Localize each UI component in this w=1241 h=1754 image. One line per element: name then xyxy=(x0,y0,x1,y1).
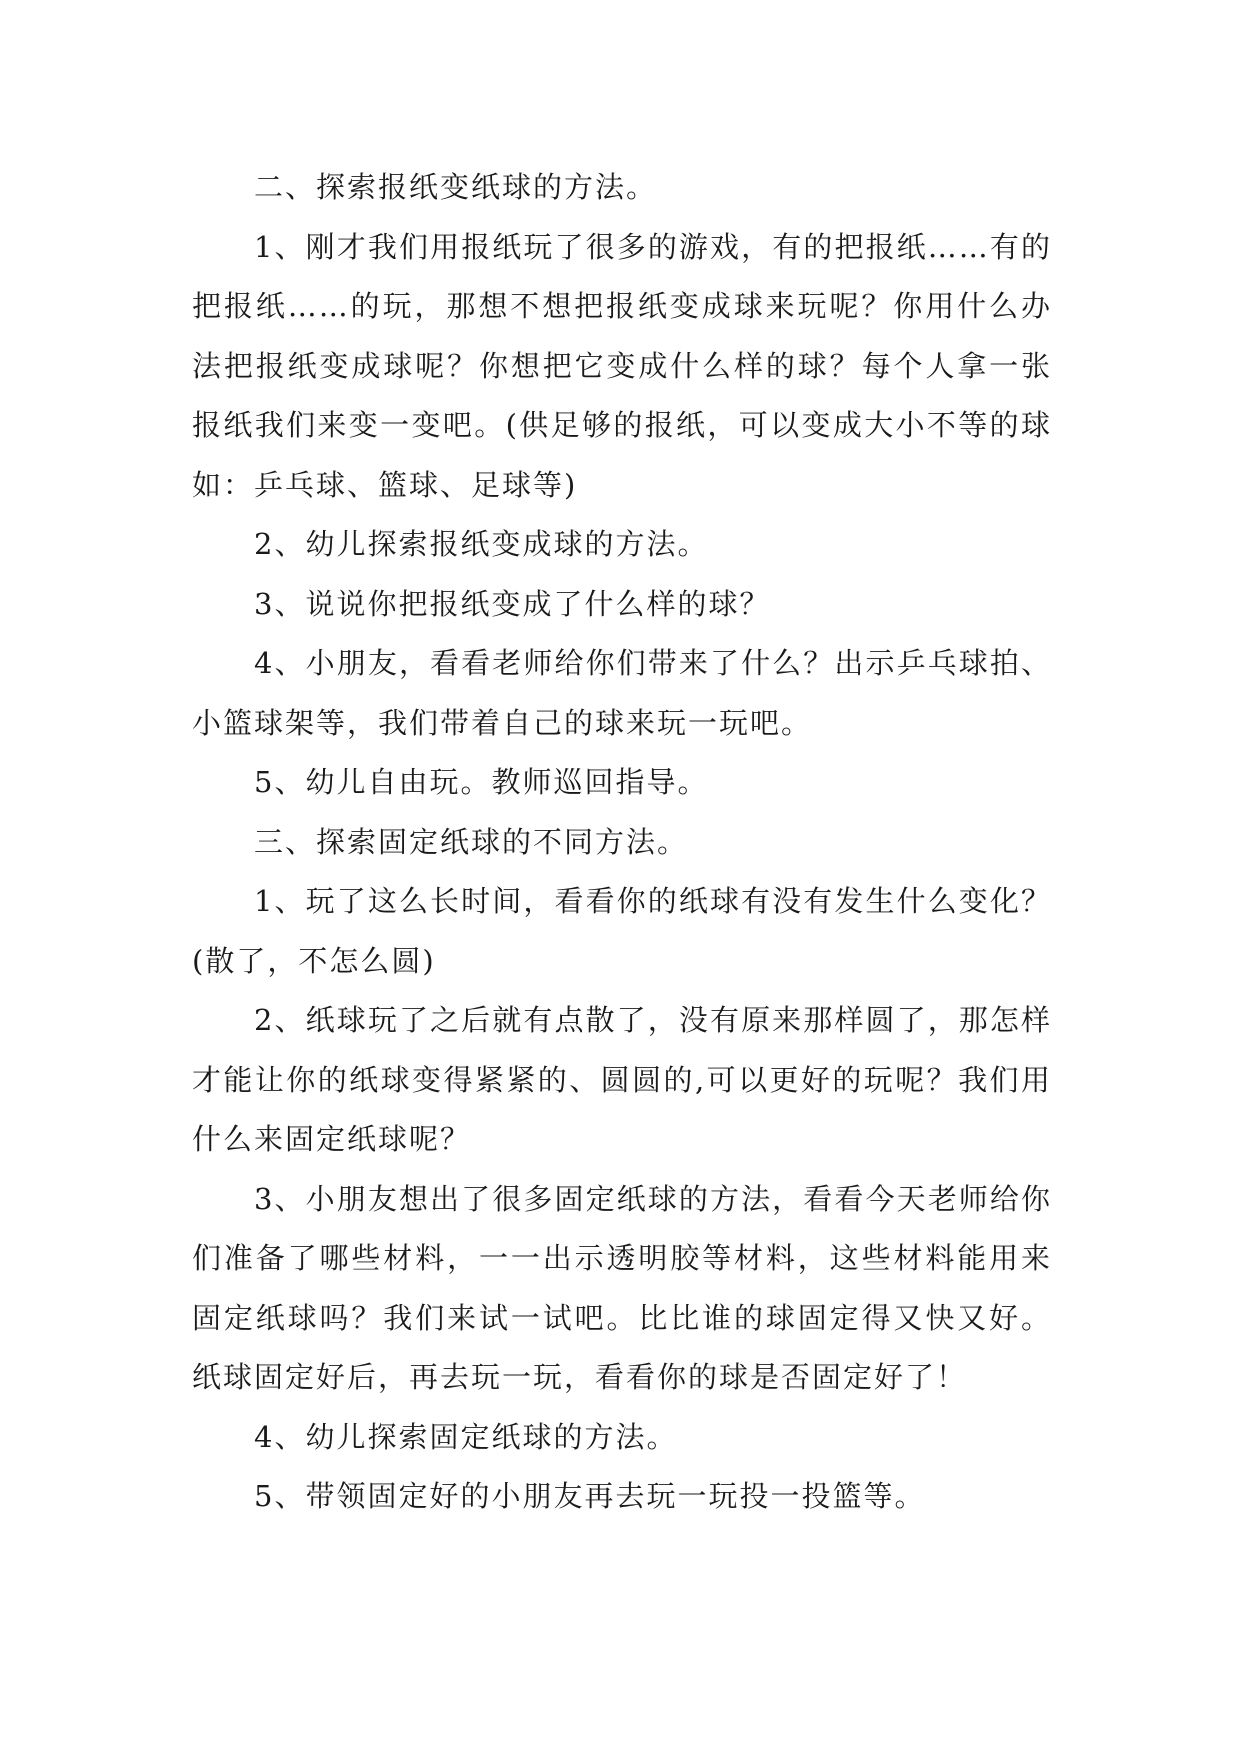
section-heading-3: 三、探索固定纸球的不同方法。 xyxy=(254,824,689,859)
paragraph-step-2: 2、纸球玩了之后就有点散了，没有原来那样圆了，那怎样才能让你的纸球变得紧紧的、圆圆的,可以更好的玩呢？我们用什么来固定纸球呢？ xyxy=(192,1003,1052,1156)
paragraph-step-3: 3、小朋友想出了很多固定纸球的方法，看看今天老师给你们准备了哪些材料，一一出示透明胶等材料，这些材料能用来固定纸球吗？我们来试一试吧。比比谁的球固定得又快又好。纸球固定好后，再去玩一玩，看看你的球是否固定好了！ xyxy=(192,1181,1052,1394)
paragraph-step-2: 2、幼儿探索报纸变成球的方法。 xyxy=(254,527,709,561)
paragraph-step-1: 1、刚才我们用报纸玩了很多的游戏，有的把报纸……有的把报纸……的玩，那想不想把报纸变成球来玩呢？你用什么办法把报纸变成球呢？你想把它变成什么样的球？每个人拿一张报纸我们来变一变吧。(供足够的报纸，可以变成大小不等的球如：乒乓球、篮球、足球等) xyxy=(192,229,1052,502)
section-heading-2: 二、探索报纸变纸球的方法。 xyxy=(254,170,658,204)
paragraph-step-5: 5、幼儿自由玩。教师巡回指导。 xyxy=(254,765,709,799)
document-body xyxy=(192,158,1052,1527)
paragraph-step-4: 4、幼儿探索固定纸球的方法。 xyxy=(254,1419,678,1454)
paragraph-step-3: 3、说说你把报纸变成了什么样的球？ xyxy=(254,586,771,621)
paragraph-step-5: 5、带领固定好的小朋友再去玩一玩投一投篮等。 xyxy=(254,1479,926,1513)
paragraph-step-4: 4、小朋友，看看老师给你们带来了什么？出示乒乓球拍、小篮球架等，我们带着自己的球来玩一玩吧。 xyxy=(192,646,1052,740)
paragraph-step-1: 1、玩了这么长时间，看看你的纸球有没有发生什么变化？(散了，不怎么圆) xyxy=(192,884,1052,978)
